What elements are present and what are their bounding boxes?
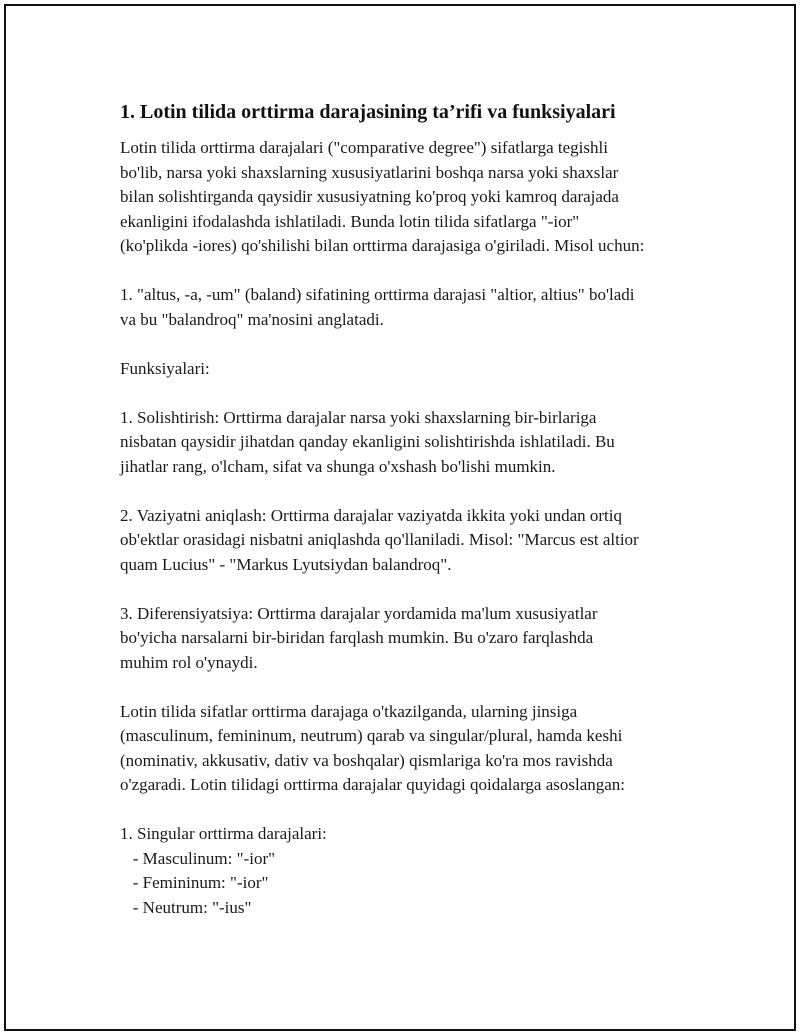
paragraph-gap <box>120 332 710 357</box>
paragraph-gap <box>120 798 710 823</box>
paragraph-function-2: 2. Vaziyatni aniqlash: Orttirma darajalar vaziyatda ikkita yoki undan ortiq ob'ektlar orasidagi nisbatni aniqlashda qo'llaniladi. Misol: "Marcus est altior quam Lucius" - "Markus Lyutsiydan balandroq". <box>120 505 639 574</box>
document-content <box>120 98 710 920</box>
paragraph-gap <box>120 381 710 406</box>
paragraph-gap <box>120 577 710 602</box>
list-heading: 1. Singular orttirma darajalari: <box>120 824 327 843</box>
list-item: - Femininum: "-ior" <box>120 873 269 892</box>
page-title: 1. Lotin tilida orttirma darajasining ta’rifi va funksiyalari <box>120 101 616 123</box>
document-page <box>4 4 796 1031</box>
paragraph-gap <box>120 479 710 504</box>
paragraph-intro: Lotin tilida orttirma darajalari ("comparative degree") sifatlarga tegishli bo'lib, narsa yoki shaxslarning xususiyatlarini boshqa narsa yoki shaxslar bilan solishtirganda qaysidir xususiyatning ko'proq yoki kamroq darajada ekanligini ifodalashda ishlatiladi. Bunda lotin tilida sifatlarga "-ior" (ko'plikda -iores) qo'shilishi bilan orttirma darajasiga o'giriladi. Misol uchun: <box>120 138 645 255</box>
paragraph-function-3: 3. Diferensiyatsiya: Orttirma darajalar yordamida ma'lum xususiyatlar bo'yicha narsalarni bir-biridan farqlash mumkin. Bu o'zaro farqlashda muhim rol o'ynaydi. <box>120 603 598 672</box>
paragraph-function-1: 1. Solishtirish: Orttirma darajalar narsa yoki shaxslarning bir-birlariga nisbatan qaysidir jihatdan qanday ekanligini solishtirishda ishlatiladi. Bu jihatlar rang, o'lcham, sifat va shunga o'xshash bo'lishi mumkin. <box>120 407 615 476</box>
list-item: - Neutrum: "-ius" <box>120 897 252 917</box>
paragraph-gap <box>120 259 710 284</box>
list-item: - Masculinum: "-ior" <box>120 848 276 868</box>
paragraph-gap <box>120 675 710 700</box>
paragraph-functions-heading: Funksiyalari: <box>120 358 210 378</box>
paragraph-rules: Lotin tilida sifatlar orttirma darajaga o'tkazilganda, ularning jinsiga (masculinum, femininum, neutrum) qarab va singular/plural, hamda keshi (nominativ, akkusativ, dativ va boshqalar) qismlariga ko'ra mos ravishda o'zgaradi. Lotin tilidagi orttirma darajalar quyidagi qoidalarga asoslangan: <box>120 701 626 794</box>
paragraph-example: 1. "altus, -a, -um" (baland) sifatining orttirma darajasi "altior, altius" bo'ladi va bu "balandroq" ma'nosini anglatadi. <box>120 285 635 329</box>
